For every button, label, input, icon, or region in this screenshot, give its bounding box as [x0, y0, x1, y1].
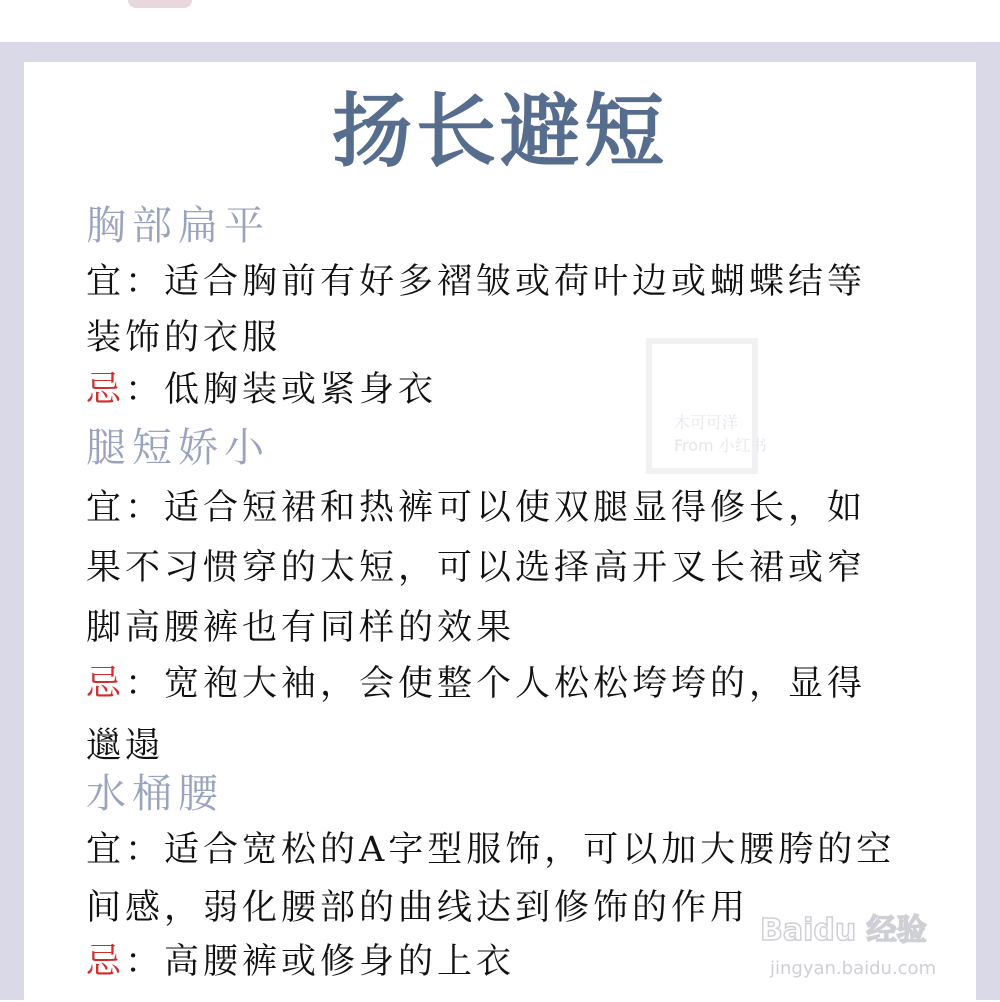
line-text: ：适合短裙和热裤可以使双腿显得修长，如	[125, 488, 867, 528]
line-text: 果不习惯穿的太短，可以选择高开叉长裙或窄	[86, 548, 867, 588]
section-short-legs	[86, 422, 866, 774]
line-text: ：低胸装或紧身衣	[125, 370, 438, 410]
baidu-logo-icon	[760, 906, 950, 956]
baidu-logo-text: Baidu 经验	[760, 913, 927, 948]
section-line	[86, 480, 866, 536]
page-title: 扬长避短	[332, 84, 668, 178]
line-prefix-avoid: 忌	[86, 370, 126, 410]
line-text: ：适合胸前有好多褶皱或荷叶边或蝴蝶结等	[125, 262, 867, 302]
line-prefix-good: 宜	[86, 262, 126, 302]
line-prefix-avoid: 忌	[86, 664, 126, 704]
section-line	[86, 718, 866, 774]
line-text: ：宽袍大袖，会使整个人松松垮垮的，显得	[125, 664, 867, 704]
line-text: 装饰的衣服	[86, 318, 282, 358]
line-text: 间感，弱化腰部的曲线达到修饰的作用	[86, 888, 750, 928]
line-prefix-good: 宜	[86, 830, 126, 870]
line-text: ：高腰裤或修身的上衣	[125, 942, 516, 982]
line-text: 脚高腰裤也有同样的效果	[86, 608, 516, 648]
section-thick-waist	[86, 768, 895, 990]
section-heading: 腿短娇小	[86, 425, 270, 471]
section-line	[86, 540, 866, 596]
line-prefix-good: 宜	[86, 488, 126, 528]
section-line	[86, 656, 866, 712]
line-text: ：适合宽松的A字型服饰，可以加大腰胯的空	[125, 830, 896, 870]
section-line	[86, 600, 866, 656]
section-line	[86, 254, 866, 310]
watermark-line-2: From 小红书	[674, 436, 767, 455]
watermark-text	[674, 410, 767, 456]
section-heading: 水桶腰	[86, 771, 224, 817]
line-text: 邋遢	[86, 726, 165, 766]
line-prefix-avoid: 忌	[86, 942, 126, 982]
section-heading: 胸部扁平	[86, 203, 270, 249]
section-line	[86, 822, 895, 878]
top-decoration	[128, 0, 192, 8]
watermark-line-1: 木可可洋	[674, 413, 739, 432]
baidu-url: jingyan.baidu.com	[770, 958, 937, 979]
